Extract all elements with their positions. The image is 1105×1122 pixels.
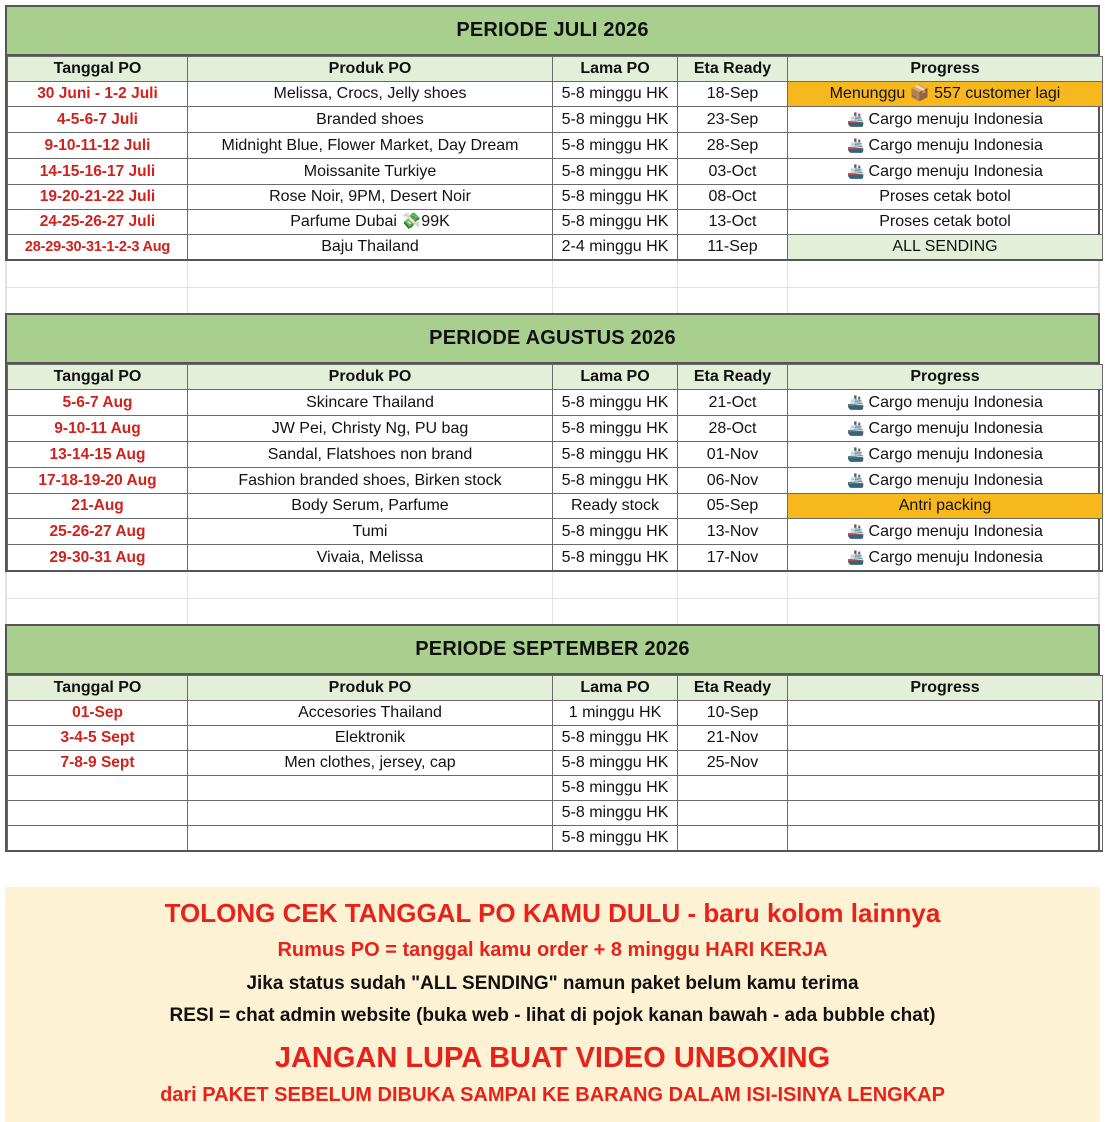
- lama-cell[interactable]: 5-8 minggu HK: [553, 468, 678, 494]
- progress-cell[interactable]: [788, 416, 1103, 442]
- table-row: [8, 494, 1103, 519]
- produk-cell[interactable]: Branded shoes: [188, 107, 553, 133]
- produk-cell[interactable]: Midnight Blue, Flower Market, Day Dream: [188, 133, 553, 159]
- produk-cell[interactable]: Elektronik: [188, 726, 553, 751]
- progress-text: Cargo menuju Indonesia: [868, 137, 1043, 154]
- produk-cell[interactable]: Parfume Dubai 💸99K: [188, 210, 553, 235]
- lama-cell[interactable]: 5-8 minggu HK: [553, 519, 678, 545]
- eta-cell[interactable]: 28-Oct: [678, 416, 788, 442]
- column-header: Lama PO: [553, 365, 678, 390]
- table-row: [8, 133, 1103, 159]
- table-row: [8, 726, 1103, 751]
- eta-cell[interactable]: [678, 776, 788, 801]
- ship-icon: 🚢: [847, 472, 865, 488]
- progress-text: Cargo menuju Indonesia: [868, 472, 1043, 489]
- eta-cell[interactable]: 13-Nov: [678, 519, 788, 545]
- eta-cell[interactable]: 08-Oct: [678, 185, 788, 210]
- tanggal-cell[interactable]: [8, 826, 188, 852]
- produk-cell[interactable]: Melissa, Crocs, Jelly shoes: [188, 82, 553, 107]
- column-header: Progress: [788, 57, 1103, 82]
- tanggal-cell[interactable]: 9-10-11 Aug: [8, 416, 188, 442]
- column-header: Lama PO: [553, 676, 678, 701]
- po-table: [7, 56, 1103, 261]
- progress-cell[interactable]: [788, 185, 1103, 210]
- eta-cell[interactable]: 21-Oct: [678, 390, 788, 416]
- eta-cell[interactable]: 06-Nov: [678, 468, 788, 494]
- tanggal-cell[interactable]: 9-10-11-12 Juli: [8, 133, 188, 159]
- empty-rows: [5, 261, 1100, 313]
- progress-text: Cargo menuju Indonesia: [868, 420, 1043, 437]
- tanggal-cell[interactable]: 5-6-7 Aug: [8, 390, 188, 416]
- table-row: [8, 701, 1103, 726]
- ship-icon: 🚢: [847, 163, 865, 179]
- notes-panel: [5, 887, 1100, 1122]
- table-row: [8, 416, 1103, 442]
- tanggal-cell[interactable]: 17-18-19-20 Aug: [8, 468, 188, 494]
- produk-cell[interactable]: Vivaia, Melissa: [188, 545, 553, 572]
- column-header: Lama PO: [553, 57, 678, 82]
- spreadsheet: [5, 5, 1100, 852]
- table-row: [8, 390, 1103, 416]
- header-row: [8, 676, 1103, 701]
- progress-cell[interactable]: [788, 442, 1103, 468]
- lama-cell[interactable]: 5-8 minggu HK: [553, 416, 678, 442]
- progress-cell[interactable]: [788, 801, 1103, 826]
- column-header: Eta Ready: [678, 365, 788, 390]
- produk-cell[interactable]: [188, 801, 553, 826]
- progress-text: Cargo menuju Indonesia: [868, 394, 1043, 411]
- header-row: [8, 365, 1103, 390]
- lama-cell[interactable]: 5-8 minggu HK: [553, 826, 678, 852]
- eta-cell[interactable]: [678, 801, 788, 826]
- header-row: [8, 57, 1103, 82]
- tanggal-cell[interactable]: 4-5-6-7 Juli: [8, 107, 188, 133]
- produk-cell[interactable]: JW Pei, Christy Ng, PU bag: [188, 416, 553, 442]
- progress-cell[interactable]: [788, 159, 1103, 185]
- produk-cell[interactable]: [188, 826, 553, 852]
- produk-cell[interactable]: Fashion branded shoes, Birken stock: [188, 468, 553, 494]
- table-row: [8, 801, 1103, 826]
- lama-cell[interactable]: 5-8 minggu HK: [553, 390, 678, 416]
- tanggal-cell[interactable]: 29-30-31 Aug: [8, 545, 188, 572]
- note-formula: Rumus PO = tanggal kamu order + 8 minggu HARI KERJA: [277, 939, 828, 961]
- table-row: [8, 210, 1103, 235]
- tanggal-cell[interactable]: [8, 776, 188, 801]
- ship-icon: 🚢: [847, 137, 865, 153]
- produk-cell[interactable]: Baju Thailand: [188, 235, 553, 261]
- progress-cell[interactable]: [788, 210, 1103, 235]
- eta-cell[interactable]: 13-Oct: [678, 210, 788, 235]
- lama-cell[interactable]: 2-4 minggu HK: [553, 235, 678, 261]
- progress-cell[interactable]: [788, 519, 1103, 545]
- progress-cell[interactable]: [788, 468, 1103, 494]
- ship-icon: 🚢: [847, 420, 865, 436]
- progress-cell[interactable]: [788, 776, 1103, 801]
- progress-text: Cargo menuju Indonesia: [868, 163, 1043, 180]
- progress-text: ALL SENDING: [892, 238, 998, 255]
- lama-cell[interactable]: 5-8 minggu HK: [553, 726, 678, 751]
- note-unboxing-detail: dari PAKET SEBELUM DIBUKA SAMPAI KE BARANG DALAM ISI-ISINYA LENGKAP: [160, 1084, 945, 1106]
- table-row: [8, 776, 1103, 801]
- eta-cell[interactable]: [678, 826, 788, 852]
- progress-cell[interactable]: [788, 133, 1103, 159]
- eta-cell[interactable]: 23-Sep: [678, 107, 788, 133]
- produk-cell[interactable]: Moissanite Turkiye: [188, 159, 553, 185]
- ship-icon: 🚢: [847, 394, 865, 410]
- eta-cell[interactable]: 17-Nov: [678, 545, 788, 572]
- progress-text: Menunggu 📦 557 customer lagi: [829, 85, 1061, 102]
- period-section: [5, 624, 1100, 852]
- tanggal-cell[interactable]: 21-Aug: [8, 494, 188, 519]
- table-row: [8, 82, 1103, 107]
- empty-rows: [5, 572, 1100, 624]
- note-all-sending: Jika status sudah "ALL SENDING" namun paket belum kamu terima: [246, 973, 859, 994]
- eta-cell[interactable]: 21-Nov: [678, 726, 788, 751]
- period-title: PERIODE AGUSTUS 2026: [7, 315, 1098, 364]
- progress-text: Cargo menuju Indonesia: [868, 523, 1043, 540]
- ship-icon: 🚢: [847, 523, 865, 539]
- table-row: [8, 826, 1103, 852]
- produk-cell[interactable]: Rose Noir, 9PM, Desert Noir: [188, 185, 553, 210]
- progress-text: Proses cetak botol: [879, 188, 1011, 205]
- progress-cell[interactable]: [788, 494, 1103, 519]
- column-header: Progress: [788, 676, 1103, 701]
- ship-icon: 🚢: [847, 549, 865, 565]
- lama-cell[interactable]: 5-8 minggu HK: [553, 107, 678, 133]
- table-row: [8, 185, 1103, 210]
- column-header: Tanggal PO: [8, 365, 188, 390]
- period-section: [5, 5, 1100, 261]
- progress-cell[interactable]: [788, 826, 1103, 852]
- column-header: Tanggal PO: [8, 676, 188, 701]
- progress-text: Cargo menuju Indonesia: [868, 111, 1043, 128]
- produk-cell[interactable]: Skincare Thailand: [188, 390, 553, 416]
- produk-cell[interactable]: Sandal, Flatshoes non brand: [188, 442, 553, 468]
- eta-cell[interactable]: 25-Nov: [678, 751, 788, 776]
- eta-cell[interactable]: 01-Nov: [678, 442, 788, 468]
- table-row: [8, 468, 1103, 494]
- produk-cell[interactable]: Body Serum, Parfume: [188, 494, 553, 519]
- column-header: Progress: [788, 365, 1103, 390]
- column-header: Produk PO: [188, 676, 553, 701]
- lama-cell[interactable]: 5-8 minggu HK: [553, 751, 678, 776]
- column-header: Tanggal PO: [8, 57, 188, 82]
- tanggal-cell[interactable]: 19-20-21-22 Juli: [8, 185, 188, 210]
- po-table: [7, 675, 1103, 852]
- eta-cell[interactable]: 28-Sep: [678, 133, 788, 159]
- progress-cell[interactable]: [788, 107, 1103, 133]
- column-header: Produk PO: [188, 365, 553, 390]
- progress-text: Antri packing: [898, 497, 992, 514]
- period-section: [5, 313, 1100, 572]
- table-row: [8, 235, 1103, 261]
- lama-cell[interactable]: 5-8 minggu HK: [553, 801, 678, 826]
- table-row: [8, 751, 1103, 776]
- lama-cell[interactable]: 5-8 minggu HK: [553, 776, 678, 801]
- tanggal-cell[interactable]: 30 Juni - 1-2 Juli: [8, 82, 188, 107]
- lama-cell[interactable]: 5-8 minggu HK: [553, 210, 678, 235]
- table-row: [8, 545, 1103, 572]
- lama-cell[interactable]: 5-8 minggu HK: [553, 442, 678, 468]
- period-title: PERIODE JULI 2026: [7, 7, 1098, 56]
- tanggal-cell[interactable]: 25-26-27 Aug: [8, 519, 188, 545]
- tanggal-cell[interactable]: 01-Sep: [8, 701, 188, 726]
- tanggal-cell[interactable]: 28-29-30-31-1-2-3 Aug: [8, 235, 188, 261]
- produk-cell[interactable]: Men clothes, jersey, cap: [188, 751, 553, 776]
- produk-cell[interactable]: Tumi: [188, 519, 553, 545]
- tanggal-cell[interactable]: 13-14-15 Aug: [8, 442, 188, 468]
- tanggal-cell[interactable]: 3-4-5 Sept: [8, 726, 188, 751]
- progress-cell[interactable]: [788, 701, 1103, 726]
- progress-cell[interactable]: [788, 82, 1103, 107]
- lama-cell[interactable]: 1 minggu HK: [553, 701, 678, 726]
- produk-cell[interactable]: Accesories Thailand: [188, 701, 553, 726]
- progress-cell[interactable]: [788, 390, 1103, 416]
- ship-icon: 🚢: [847, 111, 865, 127]
- tanggal-cell[interactable]: [8, 801, 188, 826]
- progress-cell[interactable]: [788, 235, 1103, 261]
- produk-cell[interactable]: [188, 776, 553, 801]
- period-title: PERIODE SEPTEMBER 2026: [7, 626, 1098, 675]
- po-table: [7, 364, 1103, 572]
- progress-cell[interactable]: [788, 726, 1103, 751]
- tanggal-cell[interactable]: 7-8-9 Sept: [8, 751, 188, 776]
- lama-cell[interactable]: 5-8 minggu HK: [553, 185, 678, 210]
- column-header: Eta Ready: [678, 57, 788, 82]
- eta-cell[interactable]: 18-Sep: [678, 82, 788, 107]
- note-check-po: TOLONG CEK TANGGAL PO KAMU DULU - baru kolom lainnya: [164, 898, 941, 928]
- eta-cell[interactable]: 05-Sep: [678, 494, 788, 519]
- table-row: [8, 107, 1103, 133]
- eta-cell[interactable]: 11-Sep: [678, 235, 788, 261]
- table-row: [8, 442, 1103, 468]
- progress-cell[interactable]: [788, 751, 1103, 776]
- lama-cell[interactable]: 5-8 minggu HK: [553, 133, 678, 159]
- eta-cell[interactable]: 03-Oct: [678, 159, 788, 185]
- table-row: [8, 519, 1103, 545]
- note-resi: RESI = chat admin website (buka web - lihat di pojok kanan bawah - ada bubble chat): [169, 1005, 936, 1026]
- lama-cell[interactable]: 5-8 minggu HK: [553, 159, 678, 185]
- note-unboxing: JANGAN LUPA BUAT VIDEO UNBOXING: [274, 1042, 831, 1074]
- table-row: [8, 159, 1103, 185]
- progress-text: Cargo menuju Indonesia: [868, 446, 1043, 463]
- column-header: Produk PO: [188, 57, 553, 82]
- lama-cell[interactable]: 5-8 minggu HK: [553, 82, 678, 107]
- progress-text: Proses cetak botol: [879, 213, 1011, 230]
- progress-text: Cargo menuju Indonesia: [868, 549, 1043, 566]
- tanggal-cell[interactable]: 14-15-16-17 Juli: [8, 159, 188, 185]
- lama-cell[interactable]: Ready stock: [553, 494, 678, 519]
- lama-cell[interactable]: 5-8 minggu HK: [553, 545, 678, 572]
- eta-cell[interactable]: 10-Sep: [678, 701, 788, 726]
- tanggal-cell[interactable]: 24-25-26-27 Juli: [8, 210, 188, 235]
- ship-icon: 🚢: [847, 446, 865, 462]
- column-header: Eta Ready: [678, 676, 788, 701]
- progress-cell[interactable]: [788, 545, 1103, 572]
